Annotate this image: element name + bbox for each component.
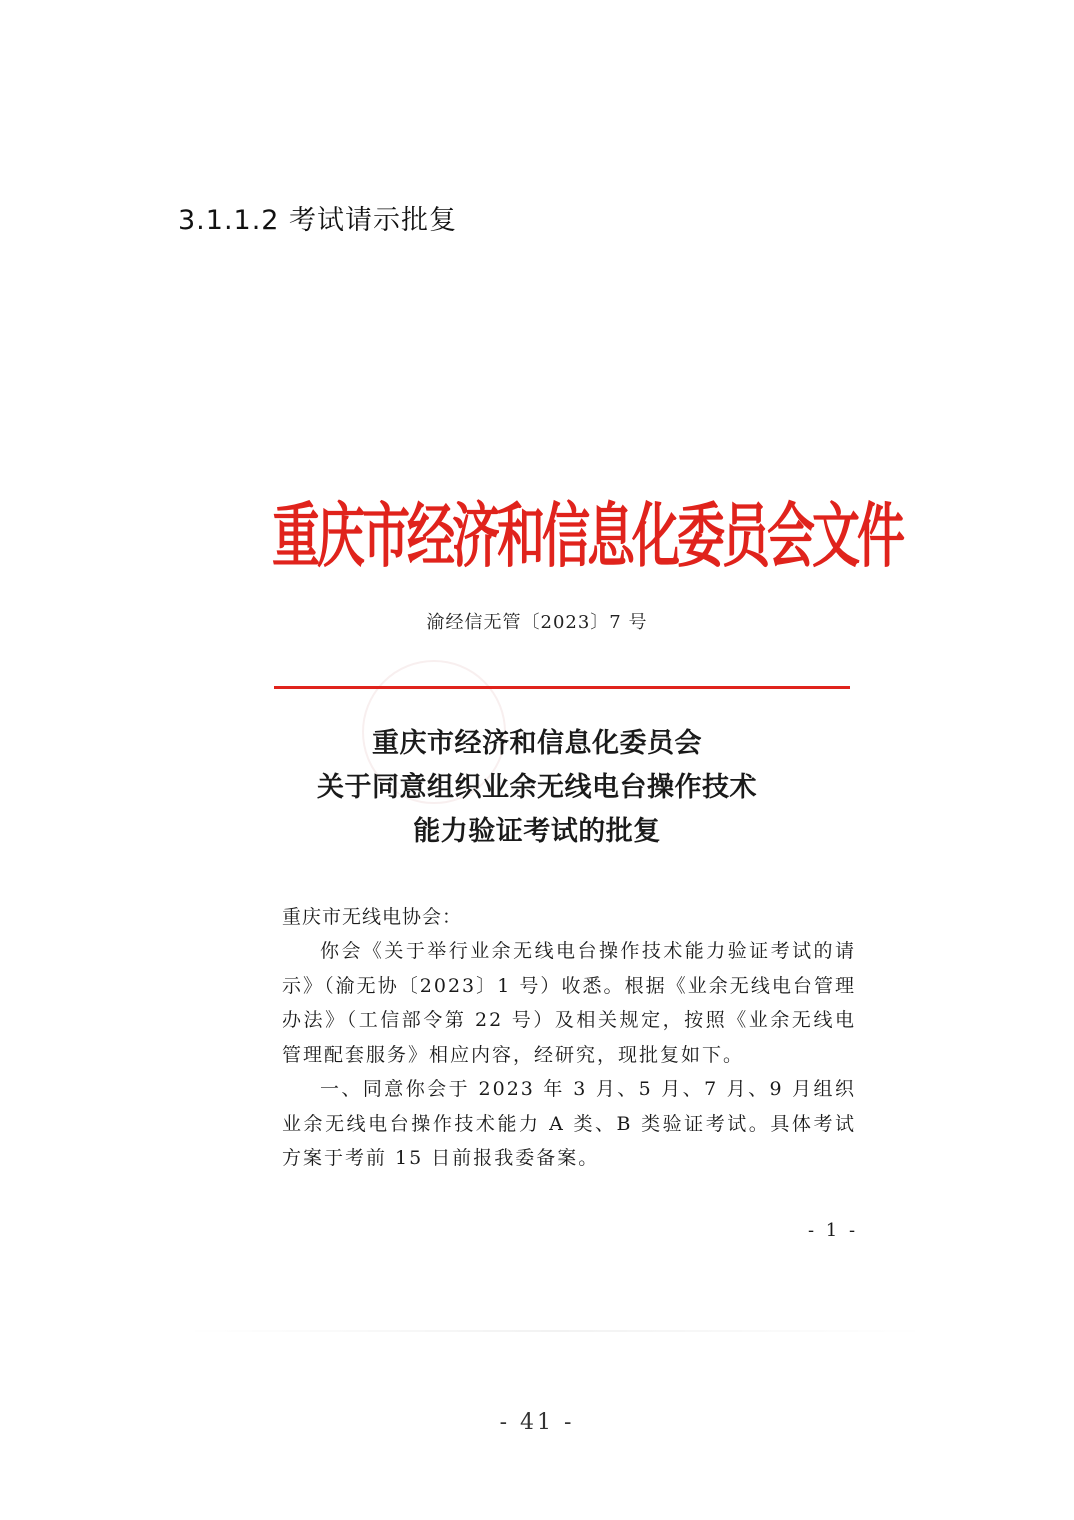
reply-title-line-1: 重庆市经济和信息化委员会 — [372, 728, 702, 759]
reply-title-line-3: 能力验证考试的批复 — [413, 816, 661, 847]
reply-title — [0, 722, 1074, 854]
document-number: 渝经信无管〔2023〕7 号 — [426, 612, 648, 633]
section-heading: 3.1.1.2 考试请示批复 — [178, 205, 458, 236]
inner-page-number: - 1 - — [808, 1220, 859, 1241]
header-red-rule — [274, 686, 850, 689]
issuer-header: 重庆市经济和信息化委员会文件 — [272, 496, 903, 578]
body-paragraph-2: 一、同意你会于 2023 年 3 月、5 月、7 月、9 月组织业余无线电台操作技术能力 A 类、B 类验证考试。具体考试方案于考前 15 日前报我委备案。 — [282, 1078, 856, 1169]
salutation: 重庆市无线电协会： — [282, 906, 463, 928]
scan-edge-divider — [180, 1330, 930, 1332]
body-paragraph-1: 你会《关于举行业余无线电台操作技术能力验证考试的请示》（渝无协〔2023〕1 号）收悉。根据《业余无线电台管理办法》（工信部令第 22 号）及相关规定，按照《业余无线电管理配套服务》相应内容，经研究，现批复如下。 — [282, 940, 856, 1066]
outer-page-number: - 41 - — [499, 1410, 575, 1435]
reply-title-line-2: 关于同意组织业余无线电台操作技术 — [317, 772, 757, 803]
body-text — [282, 934, 856, 1176]
